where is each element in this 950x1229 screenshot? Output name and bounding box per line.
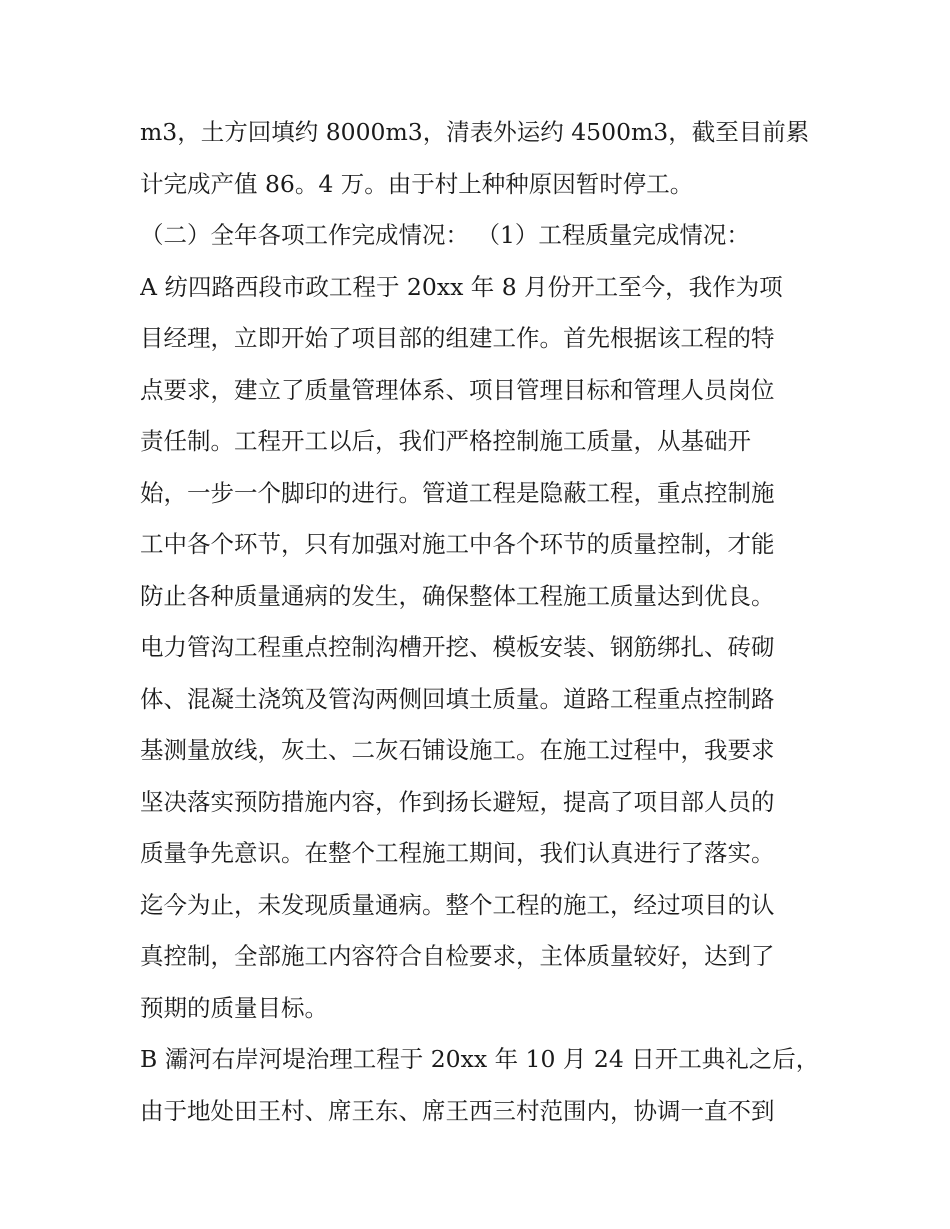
text-line: 责任制。工程开工以后，我们严格控制施工质量，从基础开 bbox=[140, 427, 751, 455]
text-line: 基测量放线，灰土、二灰石铺设施工。在施工过程中，我要求 bbox=[140, 736, 775, 764]
text-line: m3，土方回填约 8000m3，清表外运约 4500m3，截至目前累 bbox=[140, 118, 810, 146]
text-line: 坚决落实预防措施内容，作到扬长避短，提高了项目部人员的 bbox=[140, 787, 775, 816]
text-line: 体、混凝土浇筑及管沟两侧回填土质量。道路工程重点控制路 bbox=[140, 684, 775, 713]
section-heading-line: （二）全年各项工作完成情况： （1）工程质量完成情况： bbox=[140, 221, 750, 249]
text-line: 点要求，建立了质量管理体系、项目管理目标和管理人员岗位 bbox=[140, 375, 775, 404]
document-body bbox=[140, 107, 820, 1137]
text-line: B 灞河右岸河堤治理工程于 20xx 年 10 月 24 日开工典礼之后， bbox=[140, 1045, 820, 1073]
text-line: 计完成产值 86。4 万。由于村上种种原因暂时停工。 bbox=[140, 169, 694, 198]
text-line: 目经理，立即开始了项目部的组建工作。首先根据该工程的特 bbox=[140, 324, 775, 352]
text-line: 电力管沟工程重点控制沟槽开挖、模板安装、钢筋绑扎、砖砌 bbox=[140, 633, 775, 661]
text-line: 质量争先意识。在整个工程施工期间，我们认真进行了落实。 bbox=[140, 839, 775, 867]
text-line: 防止各种质量通病的发生，确保整体工程施工质量达到优良。 bbox=[140, 581, 775, 610]
text-line: 真控制，全部施工内容符合自检要求，主体质量较好，达到了 bbox=[140, 942, 775, 970]
text-line: 由于地处田王村、席王东、席王西三村范围内，协调一直不到 bbox=[140, 1096, 775, 1125]
text-line: A 纺四路西段市政工程于 20xx 年 8 月份开工至今，我作为项 bbox=[140, 272, 783, 301]
text-line: 迄今为止，未发现质量通病。整个工程的施工，经过项目的认 bbox=[140, 890, 775, 919]
text-line: 预期的质量目标。 bbox=[140, 993, 328, 1022]
text-line: 工中各个环节，只有加强对施工中各个环节的质量控制，才能 bbox=[140, 530, 775, 558]
text-line: 始，一步一个脚印的进行。管道工程是隐蔽工程，重点控制施 bbox=[140, 478, 775, 507]
